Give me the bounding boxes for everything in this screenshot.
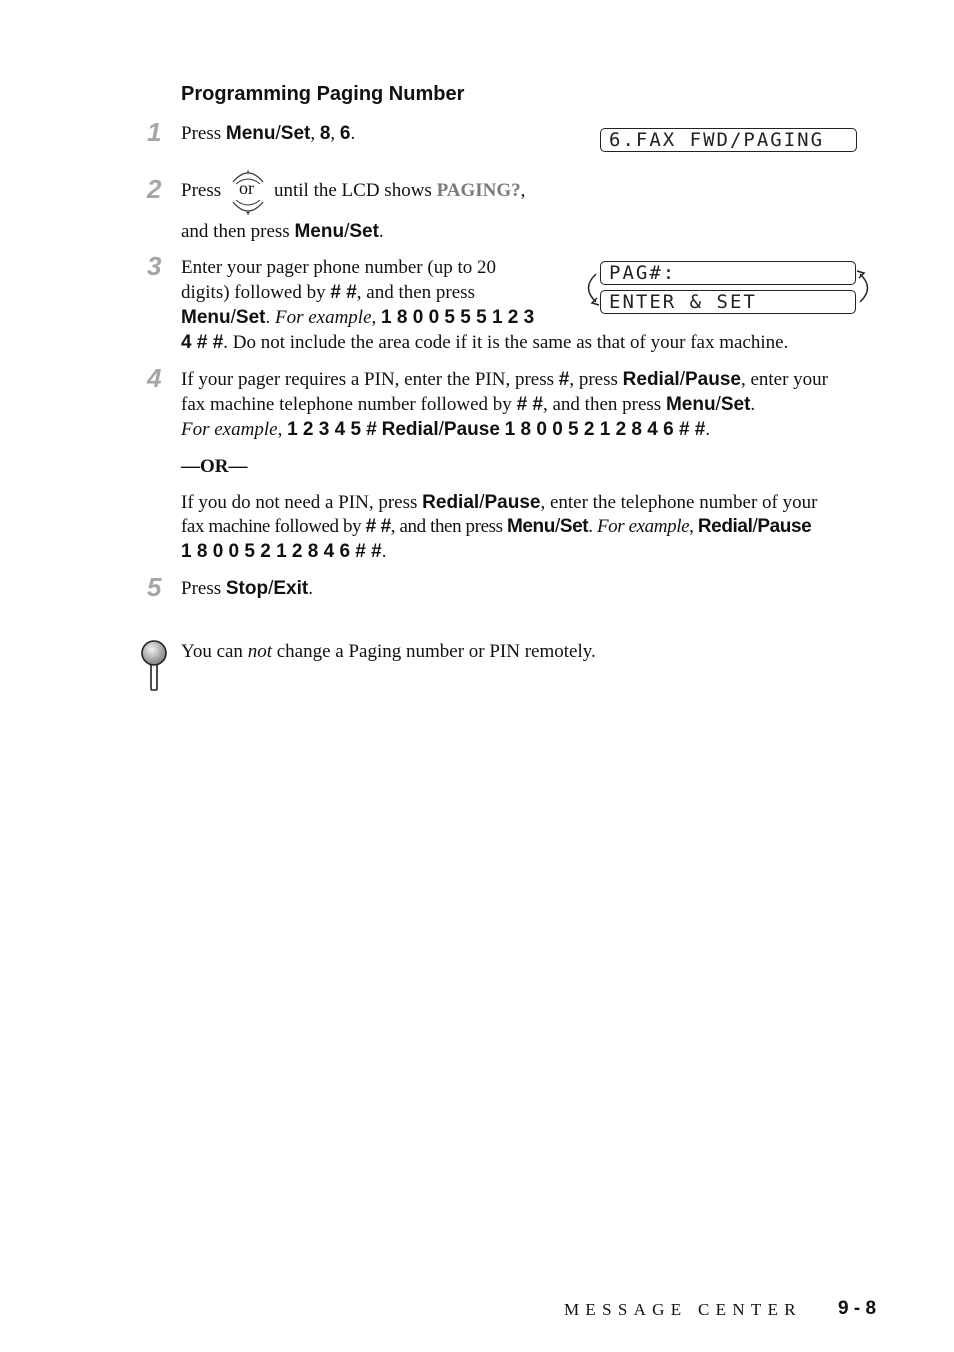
section-title: Programming Paging Number <box>181 83 465 105</box>
step3-line2: digits) followed by # #, and then press <box>181 282 475 303</box>
step4-line3: For example, 1 2 3 4 5 # Redial/Pause 1 8 0 0 5 2 1 2 8 4 6 # #. <box>181 419 711 440</box>
step2-line1-rest: until the LCD shows PAGING?, <box>274 180 526 201</box>
step-number-2: 2 <box>147 174 162 204</box>
or-label: or <box>239 178 254 198</box>
step4-line5: fax machine followed by # #, and then press Menu/Set. For example, Redial/Pause <box>181 516 812 537</box>
step-number-1: 1 <box>147 117 162 147</box>
step4-line4: If you do not need a PIN, press Redial/Pause, enter the telephone number of your <box>181 492 818 513</box>
step1-text: Press Menu/Set, 8, 6. <box>181 123 356 144</box>
navigation-keys-icon <box>230 166 266 218</box>
lcd-line-1: PAG#: <box>600 261 856 285</box>
step2-line2: and then press Menu/Set. <box>181 221 384 242</box>
note-pin-icon <box>139 638 169 694</box>
step-number-4: 4 <box>147 363 162 393</box>
note-text: You can not change a Paging number or PIN remotely. <box>181 641 596 662</box>
step-number-5: 5 <box>147 572 162 602</box>
step4-line6: 1 8 0 0 5 2 1 2 8 4 6 # #. <box>181 541 387 562</box>
svg-text:▼: ▼ <box>246 211 250 217</box>
step4-line1: If your pager requires a PIN, enter the PIN, press #, press Redial/Pause, enter your <box>181 369 829 390</box>
step3-line4: 4 # #. Do not include the area code if it is the same as that of your fax machine. <box>181 332 789 353</box>
step4-line2: fax machine telephone number followed by # #, and then press Menu/Set. <box>181 394 756 415</box>
or-separator: —OR— <box>181 456 248 477</box>
step3-line1: Enter your pager phone number (up to 20 <box>181 257 496 278</box>
footer-section-title: MESSAGE CENTER <box>564 1300 802 1319</box>
step5-text: Press Stop/Exit. <box>181 578 313 599</box>
step-number-3: 3 <box>147 251 162 281</box>
lcd-display-pager <box>578 258 878 318</box>
footer-page-number: 9 - 8 <box>838 1298 877 1319</box>
step3-line3: Menu/Set. For example, 1 8 0 0 5 5 5 1 2 3 <box>181 307 535 328</box>
lcd-line-2: ENTER & SET <box>600 290 856 314</box>
step2-line1: Press <box>181 180 222 201</box>
svg-text:▲: ▲ <box>246 169 250 175</box>
lcd-display-fax-fwd: 6.FAX FWD/PAGING <box>600 128 857 152</box>
